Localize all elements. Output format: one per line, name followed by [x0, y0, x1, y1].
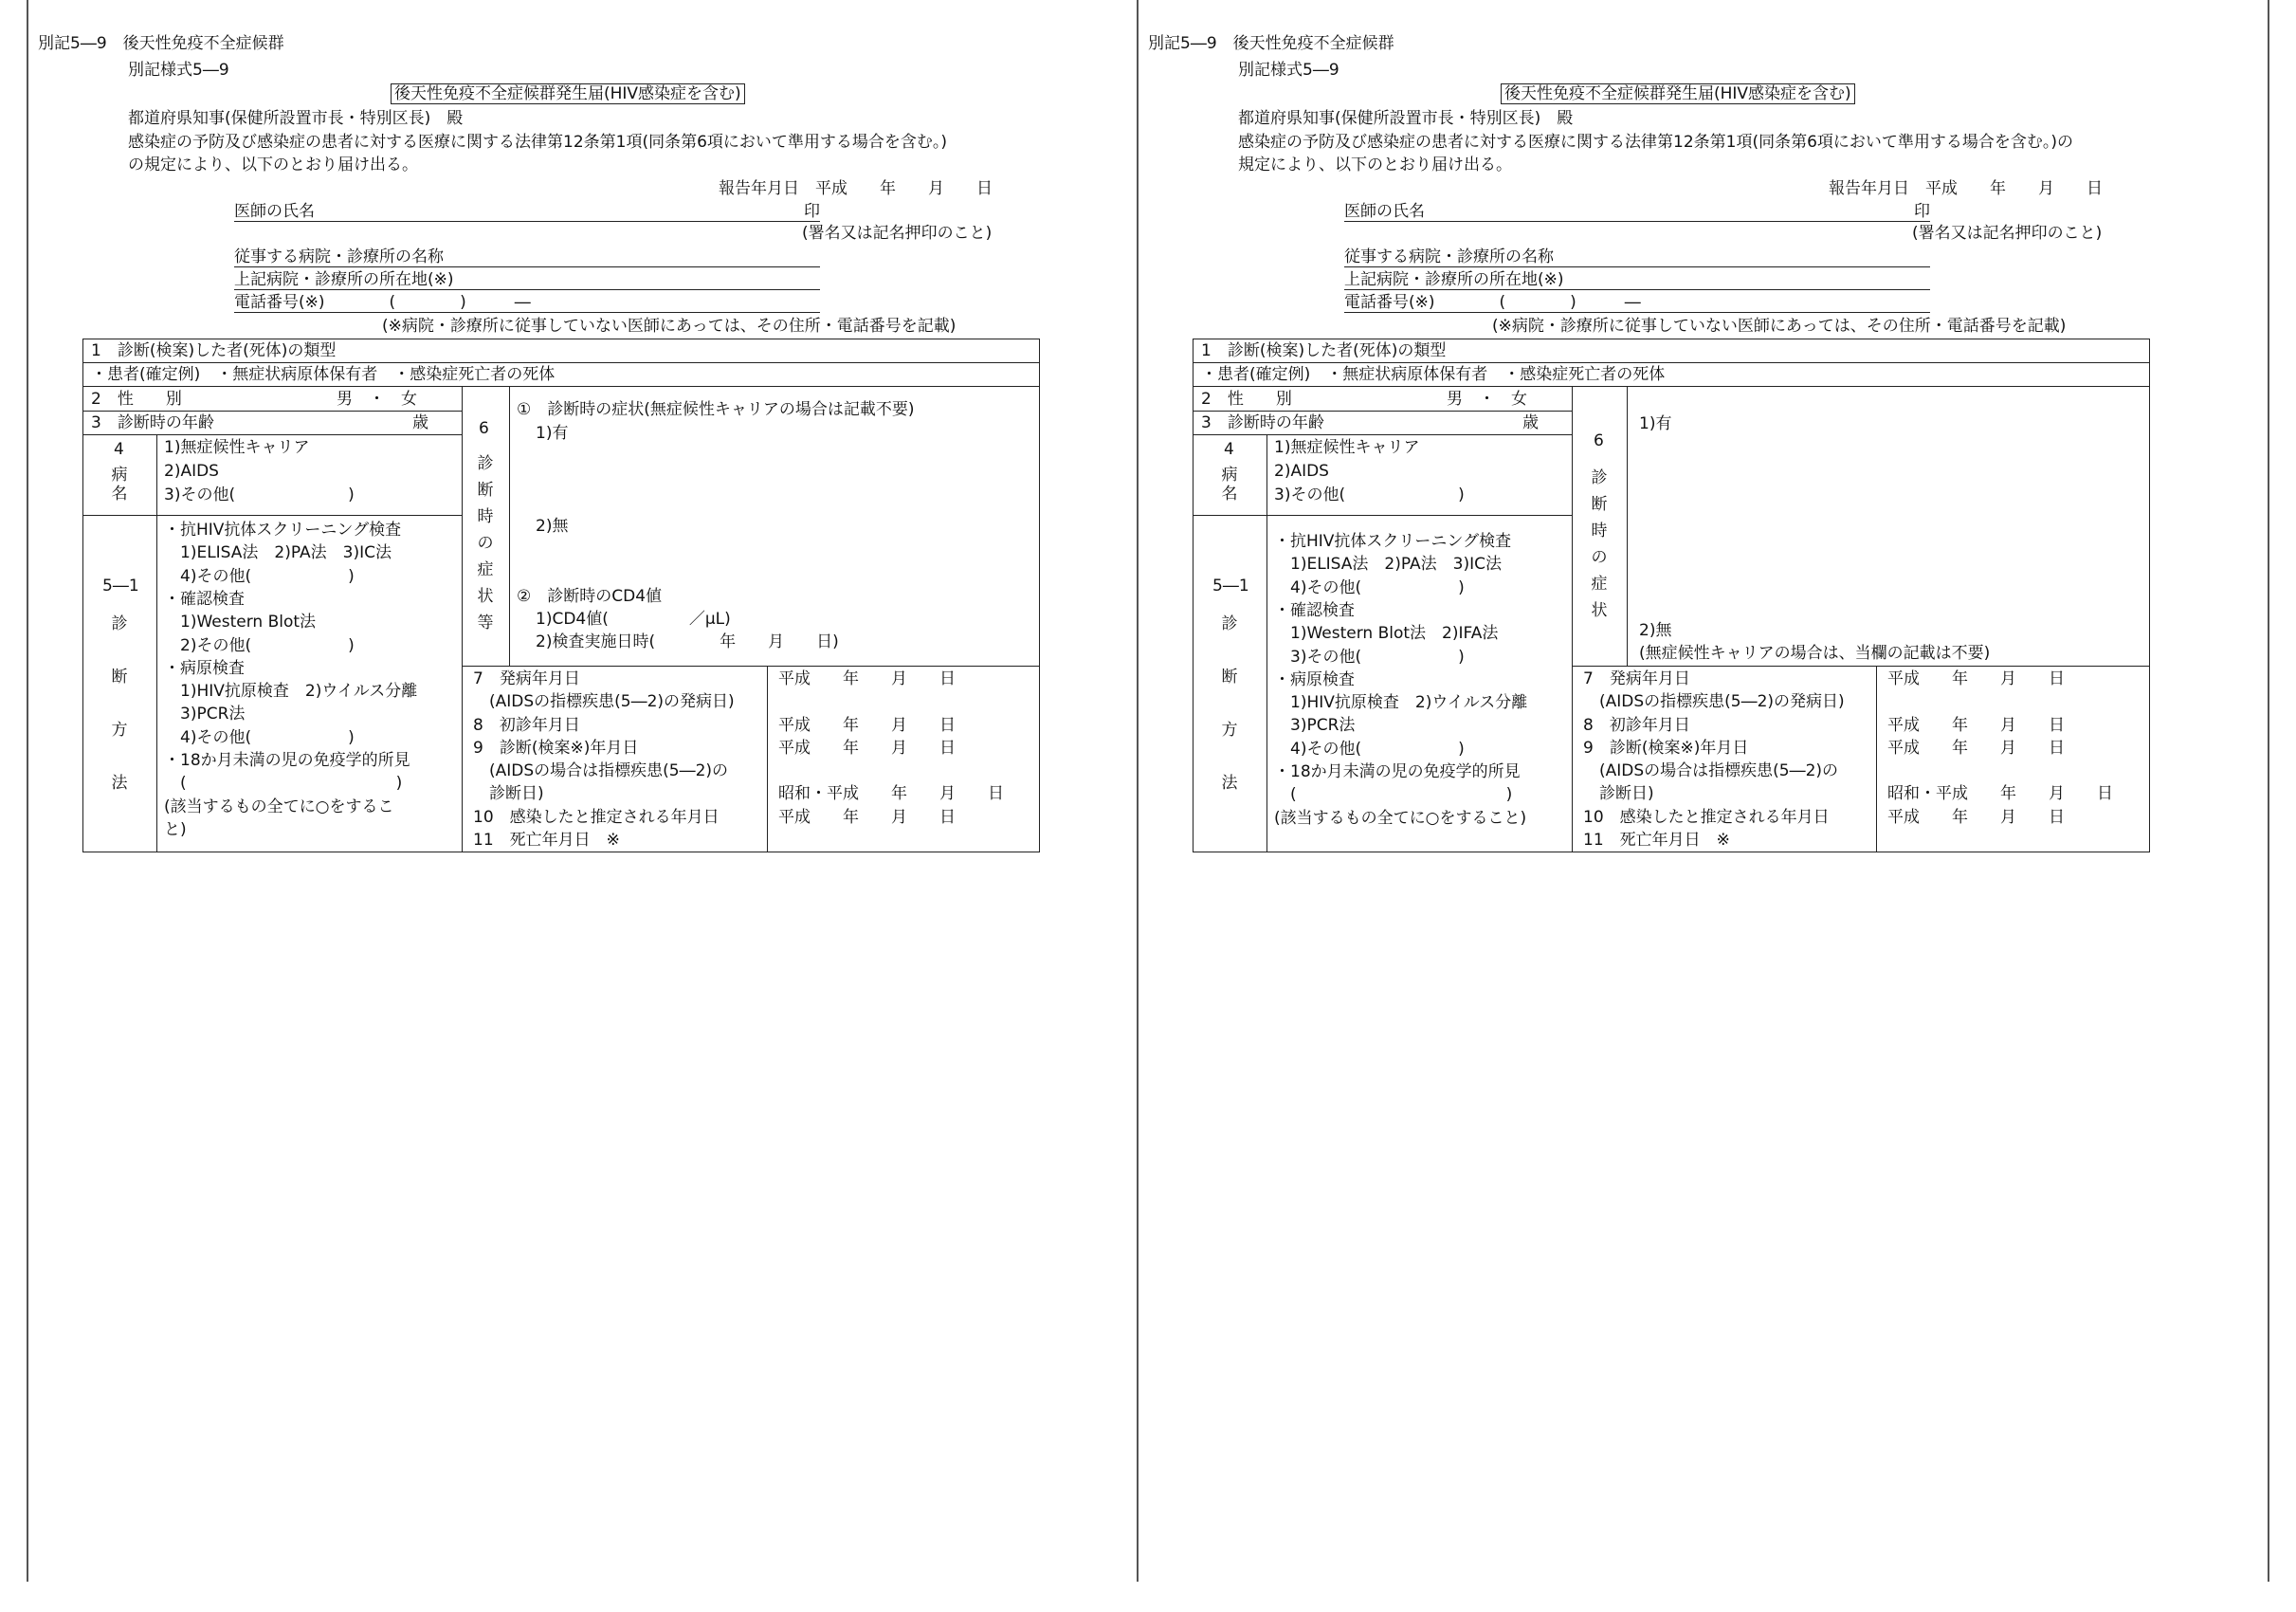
- phone-line[interactable]: [1344, 312, 1930, 313]
- s5-item[interactable]: ( ): [1274, 785, 1513, 805]
- s9-label: 9 診断(検案※)年月日: [1583, 739, 1749, 758]
- s4-number: 4: [1224, 440, 1234, 459]
- s5-char: 法: [111, 774, 128, 793]
- s3-unit[interactable]: 歳: [412, 413, 428, 432]
- s4-char: 病: [1221, 466, 1238, 485]
- addressee: 都道府県知事(保健所設置市長・特別区長) 殿: [1238, 109, 1574, 128]
- s5-item[interactable]: (該当するもの全てに○をすること): [1274, 808, 1527, 828]
- s4-char: 名: [111, 485, 128, 504]
- right-page-border: [2268, 0, 2269, 1582]
- form-page-left: [38, 0, 1138, 1612]
- s6-char: 症: [477, 560, 494, 579]
- s4-char: 名: [1221, 485, 1238, 504]
- hospital-name-line[interactable]: [1344, 266, 1930, 267]
- s5-char: 断: [1221, 668, 1238, 687]
- s5-item[interactable]: と): [164, 819, 187, 839]
- s5-item[interactable]: 1)Western Blot法 2)IFA法: [1274, 624, 1499, 644]
- s6-char: 診: [477, 454, 494, 473]
- form-number: 別記様式5―9: [1238, 61, 1339, 80]
- s6-test-date[interactable]: 2)検査実施日時( 年 月 日): [536, 632, 839, 651]
- s6-divider: [509, 386, 510, 666]
- law-text-line1: 感染症の予防及び感染症の患者に対する医療に関する法律第12条第1項(同条第6項において準用する場合を含む。)の: [1238, 133, 2074, 152]
- hospital-name-line[interactable]: [234, 266, 820, 267]
- s6-char: の: [477, 534, 494, 553]
- addressee: 都道府県知事(保健所設置市長・特別区長) 殿: [128, 109, 464, 128]
- s9c-label: 診断日): [473, 784, 544, 803]
- s6-cd4[interactable]: 1)CD4値( ／μL): [536, 610, 731, 629]
- s6-char: 断: [477, 481, 494, 500]
- s6-char: 状: [1591, 601, 1608, 620]
- s5-item[interactable]: ・抗HIV抗体スクリーニング検査: [1274, 532, 1512, 551]
- s9-label: 9 診断(検案※)年月日: [473, 739, 639, 758]
- s7b-label: (AIDSの指標疾患(5―2)の発病日): [473, 692, 735, 711]
- s4-item[interactable]: 2)AIDS: [1274, 462, 1329, 481]
- s1-title: 1 診断(検案)した者(死体)の類型: [1201, 341, 1447, 360]
- s4-char: 病: [111, 466, 128, 485]
- s7-label: 7 発病年月日: [473, 669, 580, 688]
- s4-number: 4: [114, 440, 124, 459]
- s9b-label: (AIDSの場合は指標疾患(5―2)の: [1583, 761, 1839, 780]
- s7-date[interactable]: 平成 年 月 日: [778, 669, 956, 688]
- s3-label: 3 診断時の年齢: [91, 413, 214, 432]
- s9b-date[interactable]: 昭和・平成 年 月 日: [778, 784, 1004, 803]
- s5-item[interactable]: 1)ELISA法 2)PA法 3)IC法: [1274, 555, 1502, 575]
- s5-item[interactable]: 3)その他( ): [1274, 647, 1465, 667]
- s11-label: 11 死亡年月日 ※: [1583, 831, 1730, 850]
- doctor-name-label: 医師の氏名: [1344, 202, 1425, 221]
- s5-item[interactable]: 4)その他( ): [164, 566, 355, 586]
- s6-char: 状: [477, 587, 494, 606]
- s6-number: 6: [1594, 431, 1604, 450]
- left-page-border: [27, 0, 28, 1582]
- s5-item[interactable]: 2)その他( ): [164, 635, 355, 655]
- s5-item[interactable]: 1)ELISA法 2)PA法 3)IC法: [164, 543, 392, 563]
- s5-char: 方: [111, 721, 128, 740]
- s5-item[interactable]: ・抗HIV抗体スクリーニング検査: [164, 521, 402, 540]
- s5-item[interactable]: 4)その他( ): [1274, 739, 1465, 759]
- hospital-address-label: 上記病院・診療所の所在地(※): [1344, 270, 1564, 289]
- s2-label: 2 性 別: [1201, 390, 1292, 409]
- s6-heading1: ① 診断時の症状(無症候性キャリアの場合は記載不要): [517, 400, 915, 419]
- form-number: 別記様式5―9: [128, 61, 229, 80]
- s5-char: 断: [111, 668, 128, 687]
- s6-char: 症: [1591, 575, 1608, 594]
- s7b-label: (AIDSの指標疾患(5―2)の発病日): [1583, 692, 1845, 711]
- date-column-divider: [1876, 666, 1877, 852]
- s10-label: 10 感染したと推定される年月日: [1583, 808, 1830, 827]
- s10-date[interactable]: 平成 年 月 日: [778, 808, 956, 827]
- phone-label: 電話番号(※) ( ) ―: [1344, 293, 1641, 312]
- s6-char: 時: [477, 507, 494, 526]
- seal-mark: 印: [1914, 202, 1930, 221]
- reference-title: 別記5―9 後天性免疫不全症候群: [38, 34, 284, 53]
- s5-number: 5―1: [1212, 577, 1249, 595]
- s4-item[interactable]: 1)無症候性キャリア: [164, 438, 310, 457]
- s1-options[interactable]: ・患者(確定例) ・無症状病原体保有者 ・感染症死亡者の死体: [91, 365, 556, 384]
- report-date[interactable]: 報告年月日 平成 年 月 日: [1829, 179, 2103, 198]
- s2-label: 2 性 別: [91, 390, 182, 409]
- s1-title: 1 診断(検案)した者(死体)の類型: [91, 341, 337, 360]
- s6-char: 時: [1591, 522, 1608, 540]
- s9c-label: 診断日): [1583, 784, 1654, 803]
- s6-no[interactable]: 2)無: [1639, 621, 1672, 640]
- s11-label: 11 死亡年月日 ※: [473, 831, 620, 850]
- s5-item[interactable]: 1)HIV抗原検査 2)ウイルス分離: [164, 682, 418, 702]
- s5-item[interactable]: 3)PCR法: [164, 705, 246, 724]
- s6-yes[interactable]: 1)有: [536, 424, 569, 443]
- date-column-divider: [767, 666, 768, 852]
- s6-yes[interactable]: 1)有: [1639, 414, 1672, 433]
- reference-title: 別記5―9 後天性免疫不全症候群: [1148, 34, 1394, 53]
- s4-item[interactable]: 3)その他( ): [1274, 485, 1465, 504]
- s9-date[interactable]: 平成 年 月 日: [778, 739, 956, 758]
- s6-number: 6: [479, 419, 489, 438]
- report-date[interactable]: 報告年月日 平成 年 月 日: [719, 179, 993, 198]
- s8-date[interactable]: 平成 年 月 日: [778, 716, 956, 735]
- law-text-line2: 規定により、以下のとおり届け出る。: [1238, 156, 1512, 174]
- hospital-name-label: 従事する病院・診療所の名称: [234, 247, 444, 266]
- hospital-address-line[interactable]: [234, 289, 820, 290]
- s6-char: 等: [477, 614, 494, 632]
- s6-char: の: [1591, 548, 1608, 567]
- doctor-name-line[interactable]: [1344, 221, 1930, 222]
- s9b-label: (AIDSの場合は指標疾患(5―2)の: [473, 761, 729, 780]
- s5-item[interactable]: ・18か月未満の児の免疫学的所見: [1274, 762, 1521, 781]
- s1-options[interactable]: ・患者(確定例) ・無症状病原体保有者 ・感染症死亡者の死体: [1201, 365, 1666, 384]
- s6-char: 診: [1591, 468, 1608, 487]
- s6-divider: [1627, 386, 1628, 666]
- law-text-line1: 感染症の予防及び感染症の患者に対する医療に関する法律第12条第1項(同条第6項において準用する場合を含む。): [128, 133, 948, 152]
- form-title: 後天性免疫不全症候群発生届(HIV感染症を含む): [1501, 83, 1855, 104]
- s5-item[interactable]: 4)その他( ): [164, 727, 355, 747]
- hospital-address-label: 上記病院・診療所の所在地(※): [234, 270, 454, 289]
- s6-heading2: ② 診断時のCD4値: [517, 587, 663, 606]
- law-text-line2: の規定により、以下のとおり届け出る。: [128, 156, 418, 174]
- s5-char: 診: [111, 614, 128, 633]
- s5-item[interactable]: ( ): [164, 774, 403, 794]
- form-page-right: [1148, 0, 2248, 1612]
- doctor-name-label: 医師の氏名: [234, 202, 315, 221]
- s6-no-note: (無症候性キャリアの場合は、当欄の記載は不要): [1639, 644, 1991, 663]
- phone-note: (※病院・診療所に従事していない医師にあっては、その住所・電話番号を記載): [382, 317, 957, 336]
- s5-char: 方: [1221, 721, 1238, 740]
- s9b-date[interactable]: 昭和・平成 年 月 日: [1887, 784, 2113, 803]
- s5-item[interactable]: ・病原検査: [164, 658, 245, 678]
- phone-note: (※病院・診療所に従事していない医師にあっては、その住所・電話番号を記載): [1492, 317, 2067, 336]
- s8-label: 8 初診年月日: [473, 716, 580, 735]
- s4-item[interactable]: 3)その他( ): [164, 485, 355, 504]
- phone-label: 電話番号(※) ( ) ―: [234, 293, 531, 312]
- s3-unit[interactable]: 歳: [1522, 413, 1539, 432]
- s6-no[interactable]: 2)無: [536, 517, 569, 536]
- s5-item[interactable]: 1)HIV抗原検査 2)ウイルス分離: [1274, 693, 1528, 713]
- s4-item[interactable]: 2)AIDS: [164, 462, 219, 481]
- s10-date[interactable]: 平成 年 月 日: [1887, 808, 2065, 827]
- s5-item[interactable]: ・確認検査: [1274, 600, 1355, 620]
- phone-line[interactable]: [234, 312, 820, 313]
- s5-item[interactable]: 4)その他( ): [1274, 577, 1465, 597]
- s7-date[interactable]: 平成 年 月 日: [1887, 669, 2065, 688]
- s4-item[interactable]: 1)無症候性キャリア: [1274, 438, 1420, 457]
- hospital-name-label: 従事する病院・診療所の名称: [1344, 247, 1554, 266]
- s5-item[interactable]: ・18か月未満の児の免疫学的所見: [164, 751, 410, 770]
- s6-char: 断: [1591, 495, 1608, 514]
- seal-note: (署名又は記名押印のこと): [1912, 224, 2103, 243]
- s5-number: 5―1: [102, 577, 139, 595]
- s9-date[interactable]: 平成 年 月 日: [1887, 739, 2065, 758]
- form-title: 後天性免疫不全症候群発生届(HIV感染症を含む): [391, 83, 745, 104]
- s3-label: 3 診断時の年齢: [1201, 413, 1324, 432]
- hospital-address-line[interactable]: [1344, 289, 1930, 290]
- seal-note: (署名又は記名押印のこと): [802, 224, 993, 243]
- s5-item[interactable]: (該当するもの全てに○をするこ: [164, 797, 394, 816]
- s5-item[interactable]: ・確認検査: [164, 589, 245, 609]
- s5-item[interactable]: ・病原検査: [1274, 669, 1355, 689]
- s8-date[interactable]: 平成 年 月 日: [1887, 716, 2065, 735]
- seal-mark: 印: [804, 202, 820, 221]
- s10-label: 10 感染したと推定される年月日: [473, 808, 720, 827]
- s8-label: 8 初診年月日: [1583, 716, 1690, 735]
- s5-item[interactable]: 3)PCR法: [1274, 716, 1356, 736]
- s5-char: 診: [1221, 614, 1238, 633]
- s5-char: 法: [1221, 774, 1238, 793]
- s2-value[interactable]: 男 ・ 女: [337, 390, 417, 409]
- s5-item[interactable]: 1)Western Blot法: [164, 613, 317, 632]
- s7-label: 7 発病年月日: [1583, 669, 1690, 688]
- doctor-name-line[interactable]: [234, 221, 820, 222]
- s2-value[interactable]: 男 ・ 女: [1447, 390, 1527, 409]
